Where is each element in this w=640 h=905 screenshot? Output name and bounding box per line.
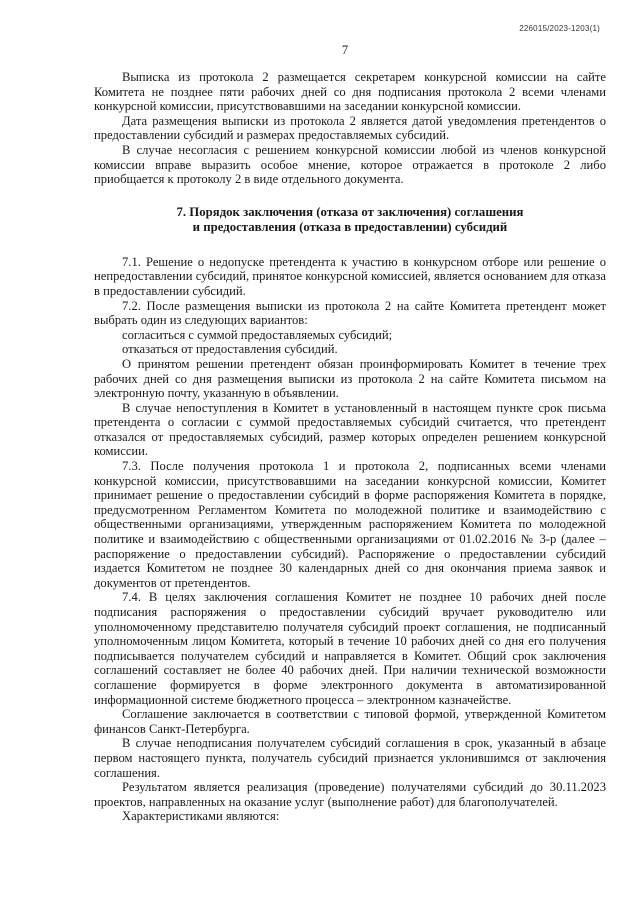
page-number: 7 — [341, 43, 349, 57]
section-heading-line-1: 7. Порядок заключения (отказа от заключения) соглашения — [176, 204, 524, 219]
paragraph-notification-date: Дата размещения выписки из протокола 2 является датой уведомления претендентов о предоставлении субсидий и размерах предоставляемых субсидий. — [94, 113, 606, 143]
paragraph-dissenting-opinion: В случае несогласия с решением конкурсной комиссии любой из членов конкурсной комиссии вправе выразить особое мнение, которое отражается в протоколе 2 либо приобщается к протоколу 2 в виде отдельного документа. — [94, 142, 606, 187]
paragraph-inform: О принятом решении претендент обязан проинформировать Комитет в течение трех рабочих дней со дня размещения выписки из протокола 2 на сайте Комитета письмом на электронную почту, указанную в объявлении. — [94, 356, 606, 401]
paragraph-7-2: 7.2. После размещения выписки из протокола 2 на сайте Комитета претендент может выбрать один из следующих вариантов: — [94, 298, 606, 328]
document-body — [94, 70, 606, 824]
option-refuse: отказаться от предоставления субсидий. — [122, 342, 338, 357]
paragraph-evasion: В случае неподписания получателем субсидий соглашения в срок, указанный в абзаце первом настоящего пункта, получатель субсидий признается уклонившимся от заключения соглашения. — [94, 736, 606, 780]
paragraph-result: Результатом является реализация (проведение) получателями субсидий до 30.11.2023 проектов, направленных на оказание услуг (выполнение работ) для благополучателей. — [94, 780, 606, 809]
document-id: 226015/2023-1203(1) — [519, 24, 600, 33]
section-heading — [94, 205, 606, 235]
section-heading-line-2: и предоставления (отказа в предоставлении) субсидий — [192, 219, 508, 234]
paragraph-7-1: 7.1. Решение о недопуске претендента к участию в конкурсном отборе или решение о непредоставлении субсидий, принятое конкурсной комиссией, является основанием для отказа в предоставлении субсидий. — [94, 254, 606, 298]
paragraph-7-4: 7.4. В целях заключения соглашения Комитет не позднее 10 рабочих дней после подписания распоряжения о предоставлении субсидий вручает руководителю или уполномоченному представителю получателя субсидий проект соглашения, не подписанный уполномоченным лицом Комитета, который в течение 10 рабочих дней со дня его получения подписывается получателем субсидий и направляется в Комитет. Общий срок заключения соглашений составляет не более 40 рабочих дней. При наличии технической возможности соглашение формируется в форме электронного документа в автоматизированной информационной системе бюджетного процесса – электронном казначействе. — [94, 590, 606, 707]
paragraph-extract-placement: Выписка из протокола 2 размещается секретарем конкурсной комиссии на сайте Комитета не позднее пяти рабочих дней со дня подписания протокола 2 всеми членами конкурсной комиссии, присутствовавшими на заседании конкурсной комиссии. — [94, 70, 606, 114]
paragraph-nonreceipt: В случае непоступления в Комитет в установленный в настоящем пункте срок письма претендента о согласии с суммой предоставляемых субсидий считается, что претендент отказался от предоставляемых субсидий, размер которых определен решением конкурсной комиссии. — [94, 400, 606, 459]
paragraph-agreement-form: Соглашение заключается в соответствии с типовой формой, утвержденной Комитетом финансов Санкт-Петербурга. — [94, 707, 606, 736]
option-agree: согласиться с суммой предоставляемых субсидий; — [122, 327, 393, 342]
paragraph-7-3: 7.3. После получения протокола 1 и протокола 2, подписанных всеми членами конкурсной комиссии, присутствовавшими на заседании конкурсной комиссии, Комитет принимает решение о предоставлении субсидий в форме распоряжения Комитета в порядке, предусмотренном Регламентом Комитета по молодежной политике и взаимодействию с общественными организациями, утвержденным распоряжением Комитета по молодежной политике и взаимодействию с общественными организациями от 01.02.2016 № 3-р (далее – распоряжение о предоставлении субсидий). Распоряжение о предоставлении субсидий издается Комитетом не позднее 30 календарных дней со дня окончания приема заявок и документов от претендентов. — [94, 459, 606, 590]
paragraph-characteristics: Характеристиками являются: — [122, 809, 280, 824]
